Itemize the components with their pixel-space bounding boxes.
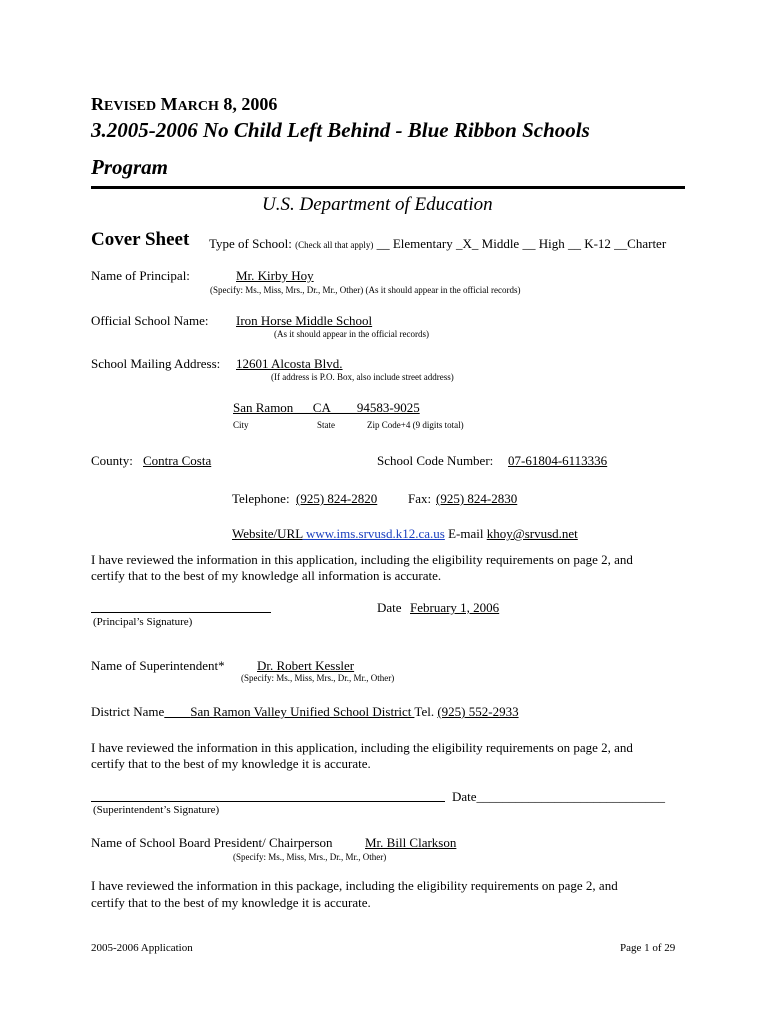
school-type-options: __ Elementary _X_ Middle __ High __ K-12 __Charter xyxy=(376,236,667,251)
district-row xyxy=(91,704,519,720)
telephone-value: (925) 824-2820 xyxy=(296,491,378,506)
superintendent-date: Date_____________________________ xyxy=(452,789,666,804)
telephone-label: Telephone: xyxy=(232,491,290,506)
district-tel-value: (925) 552-2933 xyxy=(437,704,519,719)
superintendent-certify-line1: I have reviewed the information in this application, including the eligibility requirements on page 2, and xyxy=(91,740,633,755)
principal-label: Name of Principal: xyxy=(91,268,190,283)
superintendent-name: Dr. Robert Kessler xyxy=(257,658,355,673)
website-label: Website/URL xyxy=(232,526,303,541)
county-label: County: xyxy=(91,453,133,468)
board-certify-line2: certify that to the best of my knowledge it is accurate. xyxy=(91,895,371,910)
principal-signature-label: (Principal’s Signature) xyxy=(93,616,193,628)
footer-application: 2005-2006 Application xyxy=(91,942,193,954)
address-value: 12601 Alcosta Blvd. xyxy=(236,356,343,371)
board-president-note: (Specify: Ms., Miss, Mrs., Dr., Mr., Other) xyxy=(233,852,387,862)
school-name: Iron Horse Middle School xyxy=(236,313,373,328)
superintendent-certify-line2: certify that to the best of my knowledge it is accurate. xyxy=(91,756,371,771)
superintendent-note: (Specify: Ms., Miss, Mrs., Dr., Mr., Other) xyxy=(241,673,395,683)
principal-note: (Specify: Ms., Miss, Mrs., Dr., Mr., Other) (As it should appear in the official records) xyxy=(210,285,521,295)
city-label: City xyxy=(233,420,249,430)
footer-page-number: Page 1 of 29 xyxy=(620,942,676,954)
principal-date-value: February 1, 2006 xyxy=(410,600,500,615)
district-tel-label: Tel. xyxy=(414,704,435,719)
email-label: E-mail xyxy=(448,526,484,541)
department-name: U.S. Department of Education xyxy=(262,194,493,215)
district-value: San Ramon Valley Unified School District xyxy=(190,704,415,719)
superintendent-label: Name of Superintendent* xyxy=(91,658,225,673)
email-value[interactable]: khoy@srvusd.net xyxy=(486,526,578,541)
zip-label: Zip Code+4 (9 digits total) xyxy=(367,420,464,430)
revised-date: REVISED MARCH 8, 2006 xyxy=(91,94,278,114)
county-value: Contra Costa xyxy=(143,453,212,468)
header-rule xyxy=(91,186,685,189)
city-state-zip: San Ramon___CA____94583-9025 xyxy=(233,400,420,415)
principal-certify-line1: I have reviewed the information in this application, including the eligibility requirements on page 2, and xyxy=(91,552,633,567)
district-label: District Name xyxy=(91,704,165,719)
fax-value: (925) 824-2830 xyxy=(436,491,518,506)
cover-sheet-heading: Cover Sheet xyxy=(91,229,190,250)
school-name-label: Official School Name: xyxy=(91,313,209,328)
school-name-note: (As it should appear in the official records) xyxy=(274,329,430,339)
principal-signature-line xyxy=(91,612,271,613)
superintendent-signature-line xyxy=(91,801,445,802)
district-value-pad xyxy=(164,704,190,719)
board-president-label: Name of School Board President/ Chairperson xyxy=(91,835,333,850)
principal-date-label: Date xyxy=(377,600,402,615)
principal-name: Mr. Kirby Hoy xyxy=(236,268,314,283)
address-label: School Mailing Address: xyxy=(91,356,221,371)
fax-label: Fax: xyxy=(408,491,432,506)
page-title-continued: Program xyxy=(91,155,169,179)
school-type-label: Type of School: (Check all that apply) __ Elementary _X_ Middle __ High __ K-12 __Charter xyxy=(209,236,667,251)
website-row xyxy=(232,526,578,542)
school-code-label: School Code Number: xyxy=(377,453,494,468)
superintendent-signature-label: (Superintendent’s Signature) xyxy=(93,804,220,816)
principal-certify-line2: certify that to the best of my knowledge all information is accurate. xyxy=(91,568,442,583)
page-title: 3.2005-2006 No Child Left Behind - Blue Ribbon Schools xyxy=(91,118,590,142)
state-label: State xyxy=(317,420,335,430)
board-certify-line1: I have reviewed the information in this package, including the eligibility requirements on page 2, and xyxy=(91,878,618,893)
school-type-note: (Check all that apply) xyxy=(295,240,374,250)
school-code-value: 07-61804-6113336 xyxy=(508,453,608,468)
address-note: (If address is P.O. Box, also include street address) xyxy=(271,372,454,382)
board-president-name: Mr. Bill Clarkson xyxy=(365,835,457,850)
website-link[interactable]: www.ims.srvusd.k12.ca.us xyxy=(302,526,445,541)
